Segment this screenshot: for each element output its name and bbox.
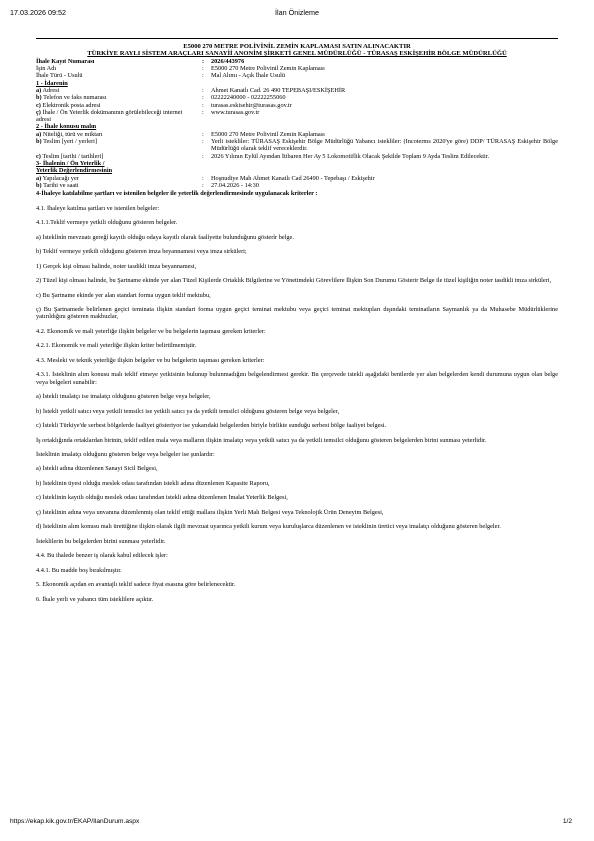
row-label: Elektronik posta adresi	[42, 101, 101, 109]
row-value: turasas.eskisehir@turasas.gov.tr	[211, 101, 292, 109]
row-value: 2026 Yılının Eylül Ayından İtibaren Her Ay 5 Lokomotiflik Olacak Şekilde Toplam 9 Ayda Teslim Edilecektir.	[211, 152, 490, 160]
row-label: Niteliği, türü ve miktarı	[42, 130, 103, 138]
section-3-title-line1: 3- İhalenin / Ön Yeterlik /	[36, 159, 105, 167]
info-row-work-name	[36, 65, 558, 72]
section-1-row: b) Telefon ve faks numarası : 02222240000 - 02222255060	[36, 94, 558, 101]
tender-document	[36, 38, 558, 603]
row-prefix: a)	[36, 174, 42, 182]
top-info-table	[36, 58, 558, 80]
paragraph: b) Teklif vermeye yetkili olduğunu gösteren imza beyannamesi veya imza sirküleri;	[36, 248, 247, 256]
row-prefix: b)	[36, 94, 42, 102]
row-value: 02222240000 - 02222255060	[211, 94, 286, 102]
top-divider	[36, 38, 558, 39]
row-prefix: ç)	[36, 108, 41, 116]
paragraph: ç) Bu Şartnamede belirlenen geçici teminata ilişkin standart forma uygun geçici teminat mektubu veya geçici teminat mektupları dışındaki teminatların Saymanlık ya da Muhasebe Müdürlüklerine yatırıldığını gösteren makbuzlar,	[36, 306, 558, 321]
paragraph: 4.3. Mesleki ve teknik yeterliğe ilişkin belgeler ve bu belgelerin taşıması gereken kriterler:	[36, 356, 265, 364]
section-1-row: c) Elektronik posta adresi : turasas.eskisehir@turasas.gov.tr	[36, 102, 558, 109]
print-datetime: 17.03.2026 09:52	[10, 8, 66, 17]
criteria-heading: 4-İhaleye katılabilme şartları ve istenilen belgeler ile yeterlik değerlendirmesinde uygulanacak kriterler :	[36, 190, 318, 198]
row-value: 27.04.2026 - 14:30	[211, 181, 259, 189]
paragraph: 4.3.1. İsteklinin alım konusu malı teklif etmeye yetkisinin bulunup bulunmadığını belgelendirmesi gerekir. Bu çerçevede istekli aşağıdaki bentlerde yer alan belgelerden kendi durumuna uygun olan belge veya belgeleri sunabilir:	[36, 371, 558, 386]
row-label: İhale / Ön Yeterlik dokümanının görülebileceği internet adresi	[36, 108, 183, 124]
print-header	[0, 6, 594, 20]
row-prefix: c)	[36, 101, 41, 109]
row-label: Teslim [tarihi / tarihleri]	[42, 152, 104, 160]
page-number: 1/2	[562, 818, 572, 825]
section-1-row: a) Adresi : Ahmet Kanatlı Cad. 26 490 TEPEBAŞI/ESKİŞEHİR	[36, 87, 558, 94]
row-label: Tarihi ve saati	[43, 181, 79, 189]
colon: :	[202, 65, 204, 73]
info-value: E5000 270 Metre Polivinil Zemin Kaplaması	[211, 65, 325, 73]
info-label: İhale Türü - Usulü	[36, 72, 83, 80]
paragraph: 4.4.1. Bu madde boş bırakılmıştır.	[36, 566, 122, 574]
row-value: www.turasas.gov.tr	[211, 108, 260, 116]
section-1-title: 1 - İdarenin	[36, 79, 68, 87]
section-3-table	[36, 175, 558, 190]
paragraph: 4.1. İhaleye katılma şartları ve istenilen belgeler:	[36, 204, 160, 212]
row-value: Ahmet Kanatlı Cad. 26 490 TEPEBAŞI/ESKİŞEHİR	[211, 87, 346, 94]
row-prefix: c)	[36, 152, 41, 160]
paragraph: c) Bu Şartname ekinde yer alan standart forma uygun teklif mektubu,	[36, 291, 211, 299]
authority-title: TÜRKİYE RAYLI SİSTEM ARAÇLARI SANAYİİ ANONİM ŞİRKETİ GENEL MÜDÜRLÜĞÜ - TÜRASAŞ ESKİŞEHİR BÖLGE MÜDÜRLÜĞÜ	[87, 50, 507, 58]
section-2-row: c) Teslim [tarihi / tarihleri] : 2026 Yılının Eylül Ayından İtibaren Her Ay 5 Lokomotiflik Olacak Şekilde Toplam 9 Ayda Teslim Edilecektir.	[36, 153, 558, 160]
row-value: E5000 270 Metre Polivinil Zemin Kaplaması	[211, 130, 325, 138]
info-label: İşin Adı	[36, 65, 57, 73]
row-label: Teslim [yeri / yerleri]	[43, 138, 98, 146]
row-prefix: a)	[36, 130, 42, 138]
paragraph: İsteklilerin bu belgelerden birini sunması yeterlidir.	[36, 537, 166, 545]
section-2-row: a) Niteliği, türü ve miktarı : E5000 270 Metre Polivinil Zemin Kaplaması	[36, 131, 558, 138]
colon: :	[202, 57, 205, 65]
print-footer	[0, 818, 594, 832]
colon: :	[202, 72, 204, 80]
tender-title: E5000 270 METRE POLİVİNİL ZEMİN KAPLAMASI SATIN ALINACAKTIR	[183, 43, 411, 50]
paragraph: 1) Gerçek kişi olması halinde, noter tasdikli imza beyannamesi,	[36, 262, 197, 270]
row-value: Yerli istekliler: TÜRASAŞ Eskişehir Bölge Müdürlüğü Yabancı istekliler: (Incoterms 2020'ye göre) DDP/ TÜRASAŞ Eskişehir Bölge Müdürlüğü olarak teklif vereceklerdir.	[211, 138, 558, 153]
info-row-tender-type	[36, 72, 558, 79]
info-value: 2026/443976	[211, 57, 245, 65]
info-label: İhale Kayıt Numarası	[36, 57, 95, 65]
paragraph: b) İsteklinin üyesi olduğu meslek odası tarafından istekli adına düzenlenen Kapasite Raporu,	[36, 479, 270, 487]
paragraph: 4.2. Ekonomik ve mali yeterliğe ilişkin belgeler ve bu belgelerin taşıması gereken kriterler:	[36, 327, 266, 335]
row-label: Adresi	[42, 87, 60, 94]
paragraph: 4.2.1. Ekonomik ve mali yeterliğe ilişkin kriter belirtilmemiştir.	[36, 342, 197, 350]
paragraph: ç) İsteklinin adına veya unvanına düzenlenmiş olan teklif ettiği mallara ilişkin Yerli Malı Belgesi veya Teknolojik Ürün Deneyim Belgesi,	[36, 508, 384, 516]
paragraph: b) İstekli yetkili satıcı veya yetkili temsilci ise yetkili satıcı ya da yetkili temsilci olduğunu gösteren belge veya belgeler,	[36, 407, 340, 415]
info-row-registration	[36, 58, 558, 65]
paragraph: a) İstekli adına düzenlenen Sanayi Sicil Belgesi,	[36, 465, 158, 473]
section-3-row: b) Tarihi ve saati : 27.04.2026 - 14:30	[36, 182, 558, 189]
paragraph: 6. İhale yerli ve yabancı tüm isteklilere açıktır.	[36, 595, 154, 603]
row-label: Yapılacağı yer	[42, 174, 79, 182]
section-1-table	[36, 87, 558, 123]
section-2-row: b) Teslim [yeri / yerleri] : Yerli istekliler: TÜRASAŞ Eskişehir Bölge Müdürlüğü Yabancı istekliler: (Incoterms 2020'ye göre) DDP/ TÜRASAŞ Eskişehir Bölge Müdürlüğü olarak teklif vereceklerdir.	[36, 138, 558, 153]
section-1-row: ç) İhale / Ön Yeterlik dokümanının görülebileceği internet adresi : www.turasas.gov.tr	[36, 109, 558, 124]
paragraph: a) İstekli̇ni̇n mevzuatı gereği̇ kayıtlı olduğu odaya kayıtlı olarak faali̇yette bulunduğunu gösteri̇r belge.	[36, 233, 294, 241]
row-prefix: b)	[36, 181, 42, 189]
paragraph-list	[36, 205, 558, 603]
row-label: Telefon ve faks numarası	[43, 94, 107, 102]
paragraph: c) İsteklinin kayıtlı olduğu meslek odası tarafından istekli adına düzenlenen İmalat Yeterlik Belgesi,	[36, 494, 288, 502]
paragraph: İş ortaklığında ortaklardan birinin, teklif edilen mala veya malların ilişkin imalatçı veya yetkili satıcı ya da yetkili temsilci olduğunu gösteren belgelerden birini sunması yeterlidir.	[36, 436, 487, 444]
section-3-row: a) Yapılacağı yer : Hoşnudiye Mah Ahmet Kanatlı Cad 26490 - Tepebaşı / Eskişehir	[36, 175, 558, 182]
paragraph: 4.1.1.Teklif vermeye yetkili olduğunu gösteren belgeler.	[36, 219, 178, 227]
row-value: Hoşnudiye Mah Ahmet Kanatlı Cad 26490 - Tepebaşı / Eskişehir	[211, 174, 375, 182]
paragraph: d) İsteklinin alım konusu malı ürettiğine ilişkin olarak ilgili mevzuat uyarınca yetkili kurum veya kuruluşlarca düzenlenen ve isteklinin üretici veya imalatçı olduğunu gösteren belgeler.	[36, 523, 501, 531]
page-url: https://ekap.kik.gov.tr/EKAP/IlanDurum.aspx	[10, 818, 140, 825]
section-3-title-line2: Yeterlik Değerlendirmesinin	[36, 167, 113, 175]
paragraph: a) İstekli imalatçı ise imalatçı olduğunu gösteren belge veya belgeler,	[36, 393, 211, 401]
criteria-heading-text: 4-İhaleye katılabilme şartları ve istenilen belgeler ile yeterlik değerlendirmesinde uygulanacak kriterler	[36, 190, 314, 198]
paragraph: İsteklinin imalatçı olduğunu gösteren belge veya belgeler ise şunlardır:	[36, 450, 215, 458]
info-value: Mal Alımı - Açık İhale Usulü	[211, 72, 285, 80]
print-title: İlan Önizleme	[275, 8, 319, 17]
paragraph: 2) Tüzel kişi olması halinde, bu Şartname ekinde yer alan Tüzel Kişilerde Ortaklık Bilgilerine ve Yönetimdeki Görevlilere İlişkin Son Durumu Gösterir Belge ile tüzel kişiliğin noter tasdikli imza sirküleri,	[36, 277, 552, 285]
paragraph: 4.4. Bu ihalede benzer iş olarak kabul edilecek işler:	[36, 552, 168, 560]
row-prefix: a)	[36, 87, 42, 94]
paragraph: 5. Ekonomik açıdan en avantajlı teklif sadece fiyat esasına göre belirlenecektir.	[36, 581, 236, 589]
section-2-title: 2 - İhale konusu malın	[36, 123, 97, 131]
section-2-table	[36, 131, 558, 160]
row-prefix: b)	[36, 138, 42, 146]
paragraph: c) İstekli Türkiye'de serbest bölgelerde faaliyet gösteriyor ise yukarıdaki belgelerden biriyle birlikte sunduğu serbest bölge faaliyet belgesi.	[36, 422, 387, 430]
